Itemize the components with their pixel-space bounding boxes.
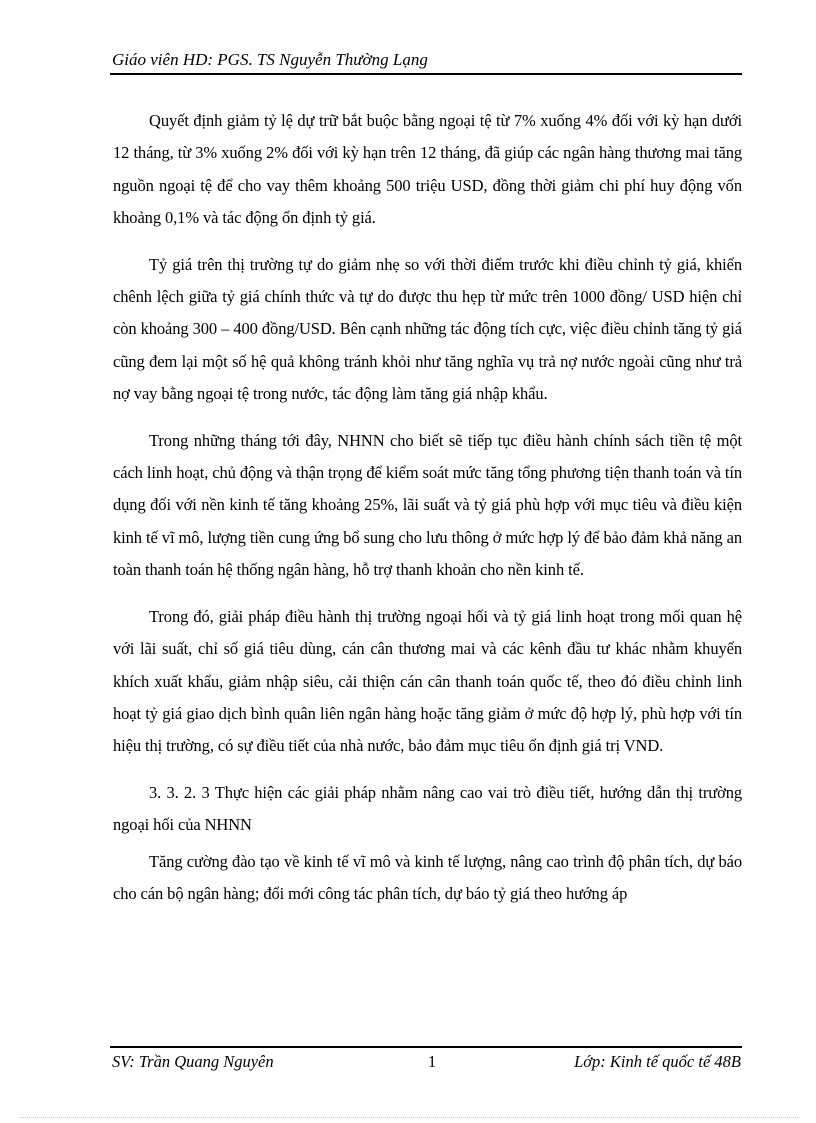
footer-student: SV: Trần Quang Nguyên <box>112 1052 274 1071</box>
header-divider <box>110 73 742 75</box>
page-boundary-line <box>20 1117 800 1118</box>
page-header: Giáo viên HD: PGS. TS Nguyễn Thường Lạng <box>112 50 428 69</box>
paragraph-3: Trong những tháng tới đây, NHNN cho biết sẽ tiếp tục điều hành chính sách tiền tệ một cách linh hoạt, chủ động và thận trọng để kiểm soát mức tăng tổng phương tiện thanh toán và tín dụng đối với nền kinh tế tăng khoảng 25%, lãi suất và tỷ giá phù hợp với mục tiêu và điều kiện kinh tế vĩ mô, lượng tiền cung ứng bổ sung cho lưu thông ở mức hợp lý để bảo đảm khả năng an toàn thanh toán hệ thống ngân hàng, hỗ trợ thanh khoản cho nền kinh tế. <box>113 430 742 580</box>
page-footer <box>112 1052 741 1074</box>
footer-divider <box>110 1046 742 1048</box>
paragraph-5: Tăng cường đào tạo về kinh tế vĩ mô và kinh tế lượng, nâng cao trình độ phân tích, dự báo cho cán bộ ngân hàng; đổi mới công tác phân tích, dự báo tỷ giá theo hướng áp <box>113 851 742 903</box>
paragraph-2: Tỷ giá trên thị trường tự do giảm nhẹ so với thời điểm trước khi điều chỉnh tỷ giá, khiến chênh lệch giữa tỷ giá chính thức và tự do được thu hẹp từ mức trên 1000 đồng/ USD hiện chỉ còn khoảng 300 – 400 đồng/USD. Bên cạnh những tác động tích cực, việc điều chỉnh tăng tỷ giá cũng đem lại một số hệ quả không tránh khỏi như tăng nghĩa vụ trả nợ nước ngoài cũng như trả nợ vay bằng ngoại tệ trong nước, tác động làm tăng giá nhập khẩu. <box>113 254 742 404</box>
paragraph-1: Quyết định giảm tỷ lệ dự trữ bắt buộc bằng ngoại tệ từ 7% xuống 4% đối với kỳ hạn dưới 12 tháng, từ 3% xuống 2% đối với kỳ hạn trên 12 tháng, đã giúp các ngân hàng thương mai tăng nguồn ngoại tệ để cho vay thêm khoảng 500 triệu USD, đồng thời giảm chi phí huy động vốn khoảng 0,1% và tác động ổn định tỷ giá. <box>113 111 742 228</box>
paragraph-4: Trong đó, giải pháp điều hành thị trường ngoại hối và tỷ giá linh hoạt trong mối quan hệ với lãi suất, chỉ số giá tiêu dùng, cán cân thương mai và các kênh đầu tư khác nhằm khuyến khích xuất khẩu, giảm nhập siêu, cải thiện cán cân thanh toán quốc tế, theo đó điều chỉnh linh hoạt tỷ giá giao dịch bình quân liên ngân hàng hoặc tăng giảm ở mức độ hợp lý, phù hợp với tín hiệu thị trường, có sự điều tiết của nhà nước, bảo đảm mục tiêu ổn định giá trị VND. <box>113 606 742 756</box>
page-number: 1 <box>427 1052 437 1071</box>
document-body <box>113 105 742 910</box>
footer-class: Lớp: Kinh tế quốc tế 48B <box>574 1052 741 1071</box>
section-heading: 3. 3. 2. 3 Thực hiện các giải pháp nhằm nâng cao vai trò điều tiết, hướng dẫn thị trường ngoại hối của NHNN <box>113 782 742 835</box>
